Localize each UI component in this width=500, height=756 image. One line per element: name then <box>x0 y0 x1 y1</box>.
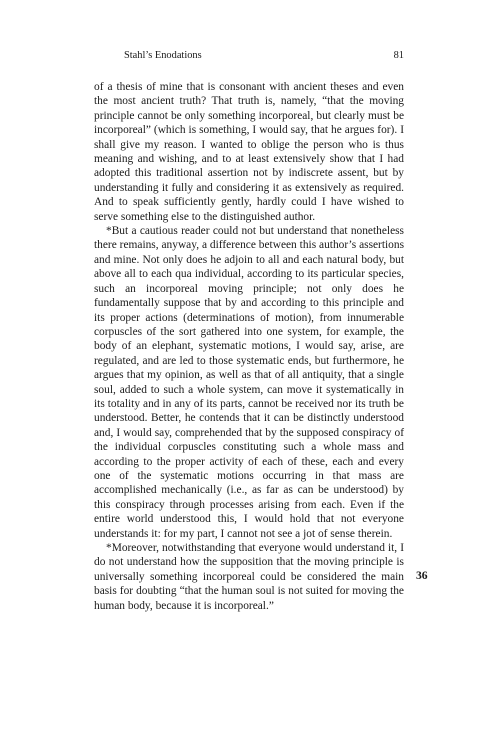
page-number: 81 <box>393 50 404 61</box>
running-head-title: Stahl’s Enodations <box>124 50 202 61</box>
body-text <box>94 80 404 613</box>
margin-number: 36 <box>416 569 428 582</box>
paragraph-1: of a thesis of mine that is consonant with ancient theses and even the most ancient truth? That truth is, namely, “that the moving principle cannot be only something incorporeal, but clearly must be incorporeal” (which is something, I would say, that he argues for). I shall give my reason. I wanted to oblige the person who is thus meaning and wishing, and to at least extensively show that I had adopted this traditional assertion not by indiscrete assent, but by understanding it fully and considering it as extensively as required. And to speak sufficiently gently, hardly could I have wished to serve something else to the distinguished author. <box>94 81 404 223</box>
paragraph-3: *Moreover, notwithstanding that everyone would understand it, I do not understand how the supposition that the moving principle is universally something incorporeal could be considered the main basis for doubting “that the human soul is not suited for moving the human body, because it is incorporeal.” <box>94 542 404 612</box>
paragraph-2: *But a cautious reader could not but understand that nonetheless there remains, anyway, a difference between this author’s assertions and mine. Not only does he adjoin to all and each natural body, but above all to each qua individual, according to its particular species, such an incorporeal moving principle; not only does he fundamentally suppose that by and according to this principle and its proper actions (determinations of motion), from innumerable corpuscles of the sort gathered into one system, for example, the body of an elephant, systematic motions, I would say, arise, are regulated, and are led to those systematic ends, but furthermore, he argues that my opinion, as well as that of all antiquity, that a single soul, added to such a whole system, can move it systematically in its totality and in any of its parts, cannot be received nor its truth be understood. Better, he contends that it can be distinctly understood and, I would say, comprehended that by the supposed conspiracy of the individual corpuscles constituting such a whole mass and according to the proper activity of each of these, each and every one of the systematic motions occurring in that mass are accomplished mechanically (i.e., as far as can be understood) by this conspiracy through processes arising from each. Even if the entire world understood this, I would hold that not everyone understands it: for my part, I cannot not see a jot of sense therein. <box>94 225 404 540</box>
